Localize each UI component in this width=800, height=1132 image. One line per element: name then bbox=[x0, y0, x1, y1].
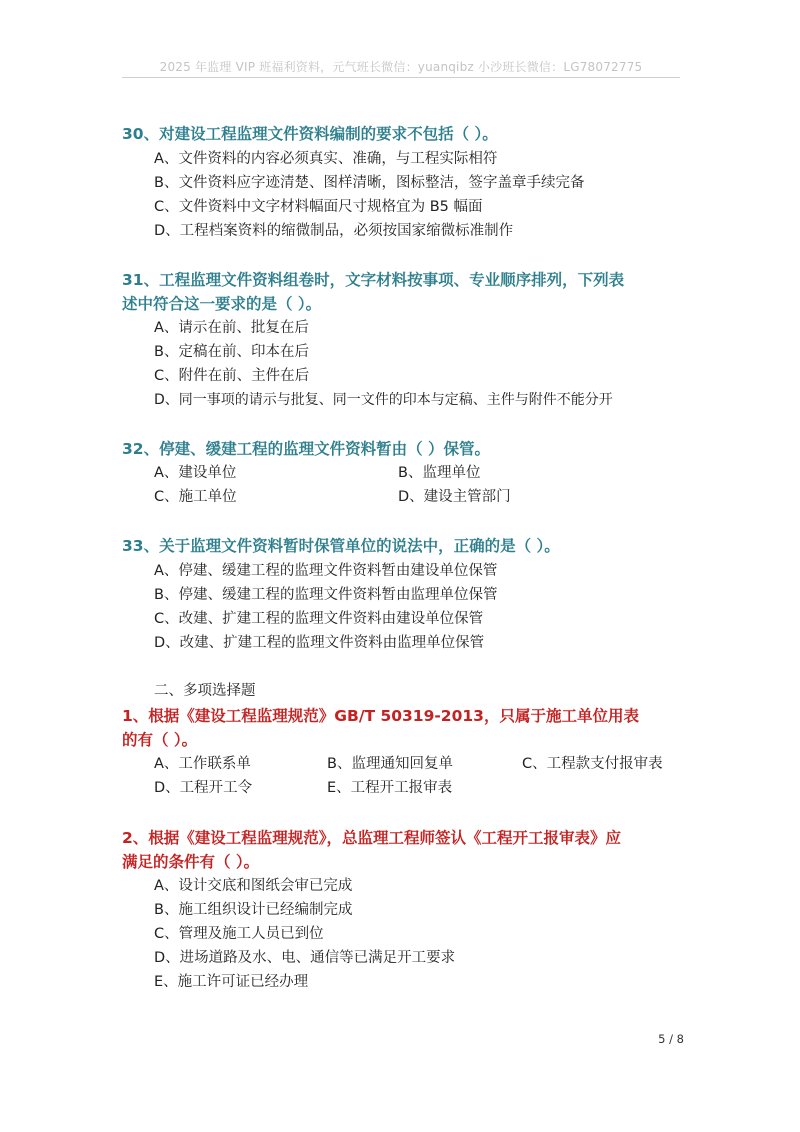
question-33-option-d: D、改建、扩建工程的监理文件资料由监理单位保管 bbox=[154, 635, 485, 651]
question-30-option-b: B、文件资料应字迹清楚、图样清晰，图标整洁，签字盖章手续完备 bbox=[154, 175, 585, 191]
multi-question-2-option-b: B、施工组织设计已经编制完成 bbox=[154, 902, 353, 918]
question-32-title: 32、停建、缓建工程的监理文件资料暂由（ ）保管。 bbox=[122, 440, 490, 458]
question-31-title-line1: 31、工程监理文件资料组卷时，文字材料按事项、专业顺序排列，下列表 bbox=[122, 271, 625, 289]
multi-question-1-option-b: B、监理通知回复单 bbox=[327, 756, 453, 772]
question-32-option-c: C、施工单位 bbox=[154, 489, 237, 505]
multi-question-1-title-line1: 1、根据《建设工程监理规范》GB/T 50319-2013，只属于施工单位用表 bbox=[122, 707, 639, 725]
section-heading-multiple-choice: 二、多项选择题 bbox=[154, 683, 256, 699]
question-31-option-a: A、请示在前、批复在后 bbox=[154, 320, 309, 336]
question-33-title: 33、关于监理文件资料暂时保管单位的说法中，正确的是（ ）。 bbox=[122, 537, 560, 555]
multi-question-2-title-line2: 满足的条件有（ ）。 bbox=[122, 853, 260, 871]
question-32-option-b: B、监理单位 bbox=[398, 465, 481, 481]
question-31-option-d: D、同一事项的请示与批复、同一文件的印本与定稿、主件与附件不能分开 bbox=[154, 392, 613, 408]
page-number: 5 / 8 bbox=[658, 1032, 684, 1046]
question-33-option-b: B、停建、缓建工程的监理文件资料暂由监理单位保管 bbox=[154, 587, 498, 603]
question-31-option-c: C、附件在前、主件在后 bbox=[154, 368, 310, 384]
multi-question-1-option-e: E、工程开工报审表 bbox=[327, 780, 453, 796]
question-31-option-b: B、定稿在前、印本在后 bbox=[154, 344, 309, 360]
question-32-option-d: D、建设主管部门 bbox=[398, 489, 511, 505]
multi-question-1-option-c: C、工程款支付报审表 bbox=[522, 756, 663, 772]
question-30-option-d: D、工程档案资料的缩微制品，必须按国家缩微标准制作 bbox=[154, 223, 514, 239]
question-32-option-a: A、建设单位 bbox=[154, 465, 237, 481]
multi-question-2-option-d: D、进场道路及水、电、通信等已满足开工要求 bbox=[154, 950, 456, 966]
multi-question-1-option-a: A、工作联系单 bbox=[154, 756, 251, 772]
question-30-option-a: A、文件资料的内容必须真实、准确，与工程实际相符 bbox=[154, 151, 498, 167]
multi-question-2-option-c: C、管理及施工人员已到位 bbox=[154, 926, 324, 942]
question-30-option-c: C、文件资料中文字材料幅面尺寸规格宜为 B5 幅面 bbox=[154, 199, 483, 215]
multi-question-1-option-d: D、工程开工令 bbox=[154, 780, 253, 796]
page-header-watermark: 2025 年监理 VIP 班福利资料，元气班长微信：yuanqibz 小沙班长微信：LG78072775 bbox=[159, 60, 643, 74]
question-33-option-a: A、停建、缓建工程的监理文件资料暂由建设单位保管 bbox=[154, 563, 498, 579]
multi-question-1-title-line2: 的有（ ）。 bbox=[122, 731, 198, 749]
question-30-title: 30、对建设工程监理文件资料编制的要求不包括（ ）。 bbox=[122, 125, 498, 143]
question-33-option-c: C、改建、扩建工程的监理文件资料由建设单位保管 bbox=[154, 611, 484, 627]
question-31-title-line2: 述中符合这一要求的是（ ）。 bbox=[122, 295, 322, 313]
header-divider bbox=[122, 77, 680, 78]
multi-question-2-option-e: E、施工许可证已经办理 bbox=[154, 974, 309, 990]
multi-question-2-option-a: A、设计交底和图纸会审已完成 bbox=[154, 878, 353, 894]
multi-question-2-title-line1: 2、根据《建设工程监理规范》，总监理工程师签认《工程开工报审表》应 bbox=[122, 829, 622, 847]
